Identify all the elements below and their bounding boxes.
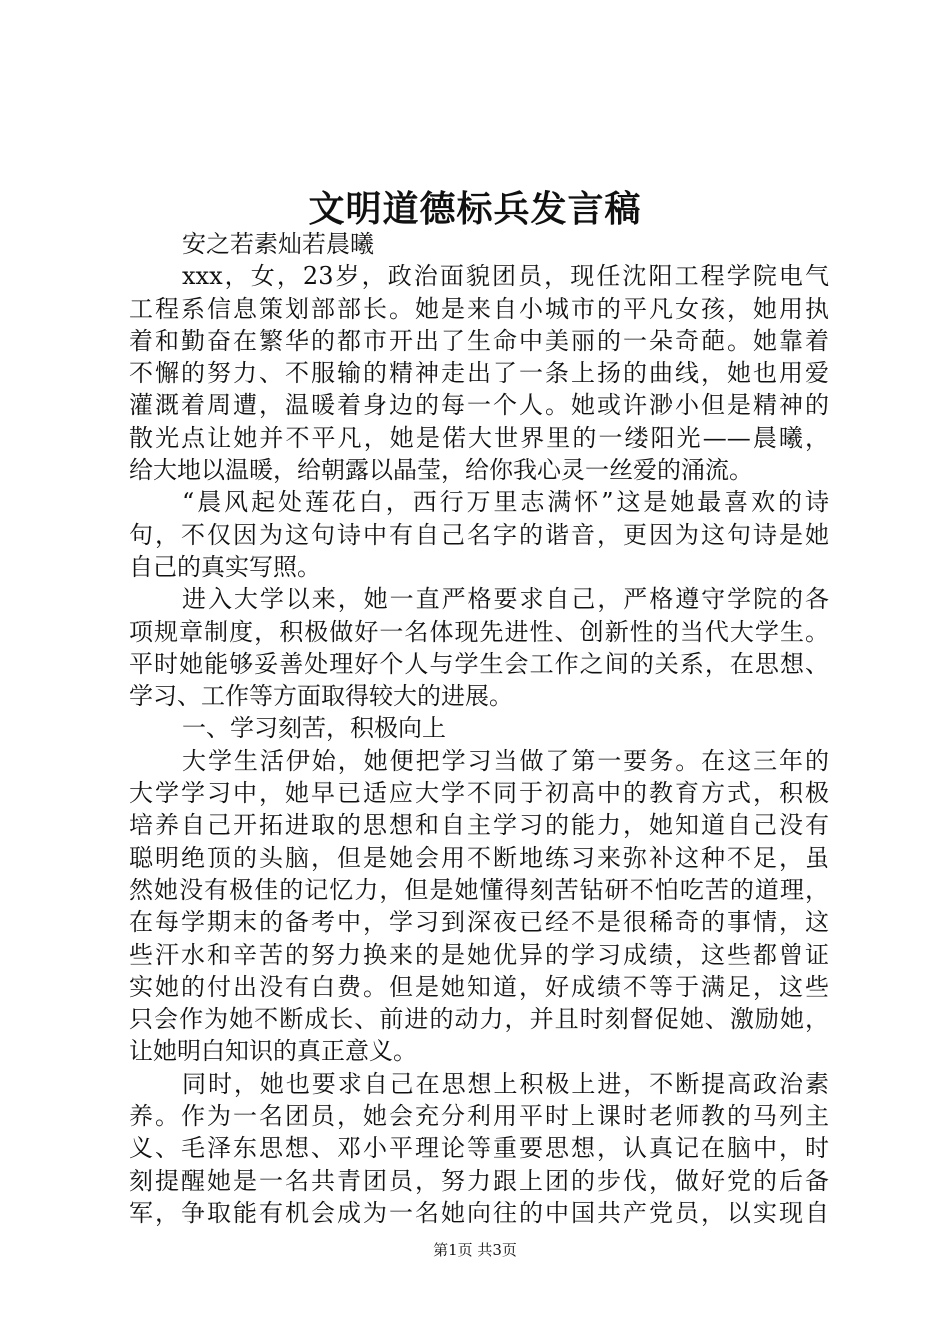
text-line: 同时，她也要求自己在思想上积极上进，不断提高政治素 bbox=[182, 1069, 829, 1098]
text-line: 让她明白知识的真正意义。 bbox=[129, 1037, 417, 1066]
page-footer: 第1页 共3页 bbox=[433, 1241, 517, 1259]
text-line: 刻提醒她是一名共青团员，努力跟上团的步伐，做好党的后备 bbox=[129, 1166, 829, 1195]
document-body bbox=[129, 228, 829, 1229]
text-line: 军，争取能有机会成为一名她向往的中国共产党员，以实现自 bbox=[129, 1198, 829, 1227]
text-line: 散光点让她并不平凡，她是偌大世界里的一缕阳光——晨曦， bbox=[129, 423, 829, 452]
text-line: 平时她能够妥善处理好个人与学生会工作之间的关系，在思想、 bbox=[129, 649, 829, 678]
text-line: 给大地以温暖，给朝露以晶莹，给你我心灵一丝爱的涌流。 bbox=[129, 456, 753, 485]
text-line: 义、毛泽东思想、邓小平理论等重要思想，认真记在脑中，时 bbox=[129, 1134, 829, 1163]
text-line: 学习、工作等方面取得较大的进展。 bbox=[129, 682, 513, 711]
text-line: 培养自己开拓进取的思想和自主学习的能力，她知道自己没有 bbox=[129, 811, 829, 840]
text-line: 灌溉着周遭，温暖着身边的每一个人。她或许渺小但是精神的 bbox=[129, 391, 829, 420]
document-title: 文明道德标兵发言稿 bbox=[308, 188, 642, 230]
text-line: 大学学习中，她早已适应大学不同于初高中的教育方式，积极 bbox=[129, 779, 829, 808]
text-line: 着和勤奋在繁华的都市开出了生命中美丽的一朵奇葩。她靠着 bbox=[129, 326, 829, 355]
text-line: 进入大学以来，她一直严格要求自己，严格遵守学院的各 bbox=[182, 585, 829, 614]
text-line: 一、学习刻苦，积极向上 bbox=[182, 714, 446, 743]
text-line: xxx，女，23岁，政治面貌团员，现任沈阳工程学院电气 bbox=[182, 262, 829, 291]
text-line: 自己的真实写照。 bbox=[129, 552, 321, 581]
text-line: 项规章制度，积极做好一名体现先进性、创新性的当代大学生。 bbox=[129, 617, 829, 646]
text-line: 句，不仅因为这句诗中有自己名字的谐音，更因为这句诗是她 bbox=[129, 520, 829, 549]
text-line: 养。作为一名团员，她会充分利用平时上课时老师教的马列主 bbox=[129, 1102, 829, 1131]
text-line: “晨风起处莲花白，西行万里志满怀”这是她最喜欢的诗 bbox=[182, 488, 829, 517]
text-line: 些汗水和辛苦的努力换来的是她优异的学习成绩，这些都曾证 bbox=[129, 940, 829, 969]
text-line: 大学生活伊始，她便把学习当做了第一要务。在这三年的 bbox=[182, 746, 829, 775]
text-line: 不懈的努力、不服输的精神走出了一条上扬的曲线，她也用爱 bbox=[129, 359, 829, 388]
text-line: 工程系信息策划部部长。她是来自小城市的平凡女孩，她用执 bbox=[129, 294, 829, 323]
text-line: 聪明绝顶的头脑，但是她会用不断地练习来弥补这种不足，虽 bbox=[129, 843, 829, 872]
text-line: 安之若素灿若晨曦 bbox=[182, 230, 374, 258]
text-line: 实她的付出没有白费。但是她知道，好成绩不等于满足，这些 bbox=[129, 972, 829, 1001]
text-line: 只会作为她不断成长、前进的动力，并且时刻督促她、激励她， bbox=[129, 1005, 829, 1034]
text-line: 然她没有极佳的记忆力，但是她懂得刻苦钻研不怕吃苦的道理， bbox=[129, 875, 829, 904]
text-line: 在每学期末的备考中，学习到深夜已经不是很稀奇的事情，这 bbox=[129, 908, 829, 937]
